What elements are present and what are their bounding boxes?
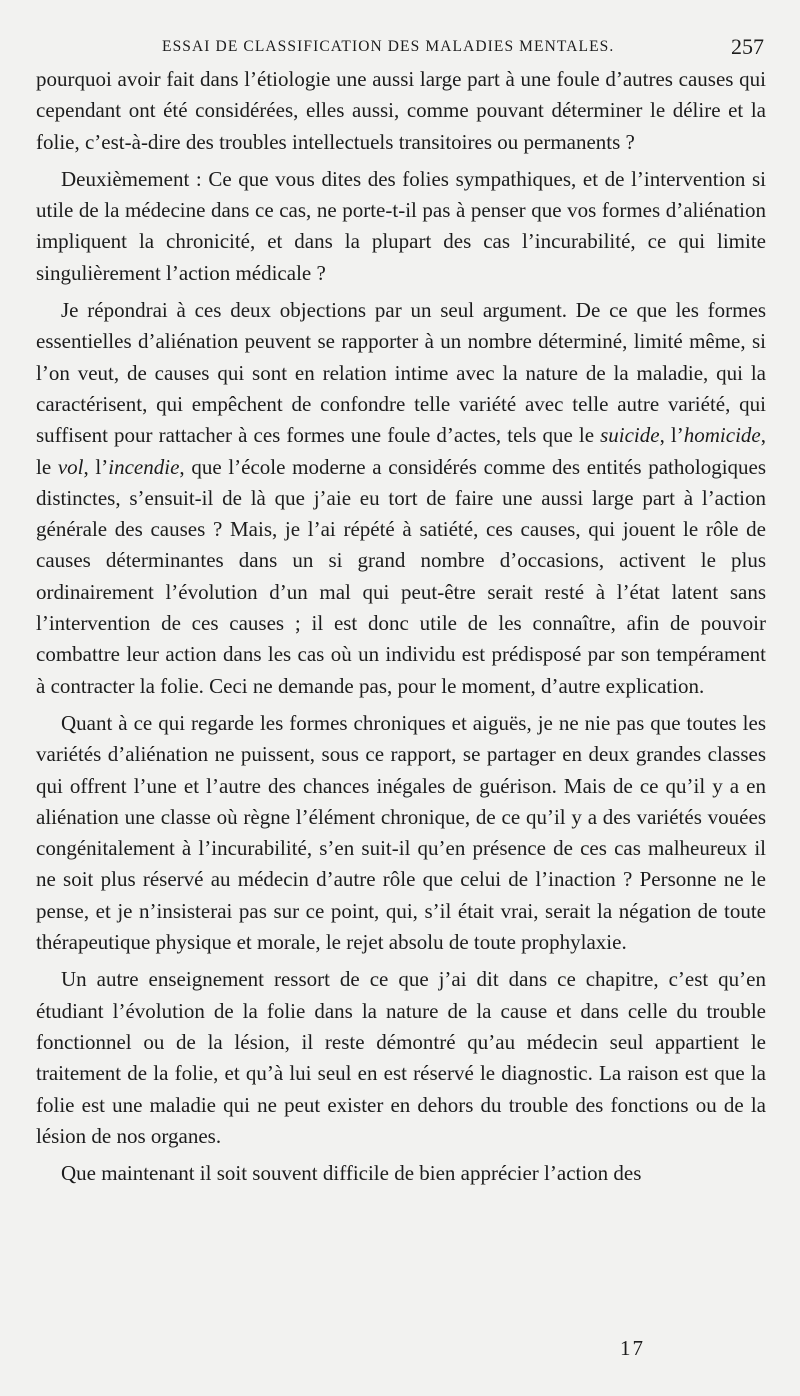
paragraph: Deuxièmement : Ce que vous dites des folies sympathiques, et de l’intervention si utile de la médecine dans ce cas, ne porte-t-il pas à penser que vos formes d’aliénation impliquent la chronicité, et dans la plupart des cas l’incurabilité, ce qui limite singulièrement l’action médicale ? (36, 166, 766, 285)
italic-term: homicide (683, 423, 761, 448)
italic-term: vol (57, 454, 84, 479)
paragraph-text: , le (36, 423, 766, 479)
italic-term: incendie (108, 454, 180, 479)
paragraph: Quant à ce qui regarde les formes chroniques et aiguës, je ne nie pas que toutes les variétés d’aliénation ne puissent, sous ce rapport, se partager en deux grandes classes qui offrent l’une et l’autre des chances inégales de guérison. Mais de ce qu’il y a en aliénation une classe où règne l’élément chronique, de ce qu’il y a des variétés vouées congénitalement à l’incurabilité, s’en suit-il qu’en présence de ces cas malheureux il ne soit plus réservé au médecin d’autre rôle que celui de l’inaction ? Personne ne le pense, et je n’insisterai pas sur ce point, qui, s’il était vrai, serait la négation de toute thérapeutique physique et morale, le rejet absolu de toute prophylaxie. (36, 710, 766, 955)
running-head (36, 34, 766, 58)
paragraph-text: Je répondrai à ces deux objections par un seul argument. De ce que les formes essentielles d’aliénation peuvent se rapporter à un nombre déterminé, limité même, si l’on veut, de causes qui sont en relation intime avec la nature de la maladie, qui la caractérisent, qui empêchent de confondre telle variété avec telle autre variété, qui suffisent pour rattacher à ces formes une foule d’actes, tels que le (36, 298, 766, 448)
page-number: 257 (731, 34, 764, 59)
paragraph: Un autre enseignement ressort de ce que j’ai dit dans ce chapitre, c’est qu’en étudiant l’évolution de la folie dans la nature de la cause et dans celle du trouble fonctionnel ou de la lésion, il reste démontré qu’au médecin seul appartient le traitement de la folie, et qu’à lui seul en est réservé le diagnostic. La raison est que la folie est une maladie qui ne peut exister en dehors du trouble des fonctions ou de la lésion de nos organes. (36, 967, 766, 1148)
paragraph: pourquoi avoir fait dans l’étiologie une aussi large part à une foule d’autres causes qui cependant ont été considérées, elles aussi, comme pouvant déterminer le délire et la folie, c’est-à-dire des troubles intellectuels transitoires ou permanents ? (36, 67, 766, 154)
body-text (36, 64, 766, 1195)
paragraph: Que maintenant il soit souvent difficile de bien apprécier l’action des (61, 1161, 642, 1186)
paragraph-text: , que l’école moderne a considérés comme des entités pathologiques distinctes, s’ensuit-il de là que j’aie eu tort de faire une aussi large part à l’action générale des causes ? Mais, je l’ai répété à satiété, ces causes, qui jouent le rôle de causes déterminantes dans un si grand nombre d’occasions, activent le plus ordinairement l’évolution d’un mal qui peut-être serait resté à l’état latent sans l’intervention de ces causes ; il est donc utile de les connaître, afin de pouvoir combattre leur action dans les cas où un individu est prédisposé par son tempérament à contracter la folie. Ceci ne demande pas, pour le moment, d’autre explication. (36, 454, 767, 698)
paragraph-text: , l’ (659, 423, 684, 448)
signature-mark: 17 (620, 1336, 645, 1360)
paragraph-text: , l’ (83, 454, 109, 479)
paragraph (36, 295, 766, 702)
italic-term: suicide (600, 423, 660, 448)
running-title: ESSAI DE CLASSIFICATION DES MALADIES MENTALES. (162, 38, 615, 55)
